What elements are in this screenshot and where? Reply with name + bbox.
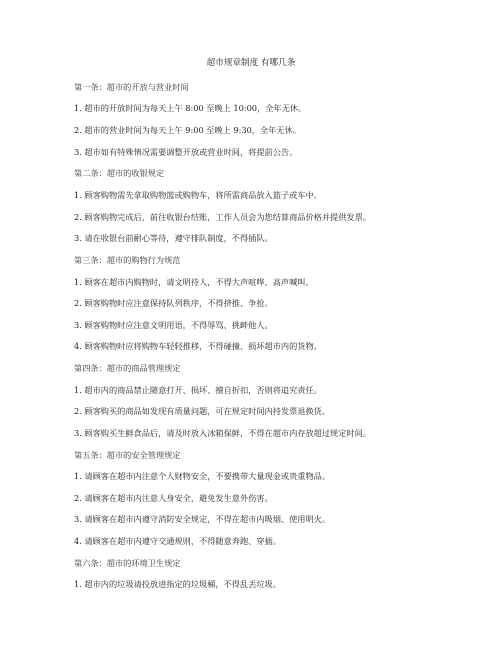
list-item: 4. 顾客购物时应将购物车轻轻推移，不得碰撞、损坏超市内的货物。: [74, 341, 322, 351]
list-item: 2. 顾客购物完成后，前往收银台结账，工作人员会为您结算商品价格并提供发票。: [74, 212, 371, 222]
document-title: 超市规章制度 有哪几条: [206, 58, 296, 68]
list-item: 2. 顾客购买的商品如发现有质量问题，可在规定时间内持发票退换货。: [74, 406, 331, 416]
list-item: 1. 顾客购物需先拿取购物篮或购物车，将所需商品放入篮子或车中。: [74, 190, 322, 200]
section-heading: 第一条：超市的开放与营业时间: [74, 82, 189, 92]
list-item: 3. 超市如有特殊情况需要调整开放或营业时间，将提前公告。: [74, 147, 298, 157]
list-item: 1. 请顾客在超市内注意个人财物安全，不要携带大量现金或贵重物品。: [74, 471, 331, 481]
section-heading: 第五条：超市的安全管理规定: [74, 450, 181, 460]
list-item: 3. 顾客购物时应注意文明用语，不得辱骂、挑衅他人。: [74, 320, 273, 330]
section-heading: 第二条：超市的收银规定: [74, 168, 165, 178]
section-heading: 第六条：超市的环境卫生规定: [74, 558, 181, 568]
list-item: 4. 请顾客在超市内遵守交通规则，不得随意奔跑、穿插。: [74, 536, 281, 546]
list-item: 1. 超市内的商品禁止随意打开、损坏、擅自折扣，否则将追究责任。: [74, 385, 322, 395]
list-item: 3. 顾客购买生鲜食品后，请及时放入冰箱保鲜，不得在超市内存放超过规定时间。: [74, 428, 371, 438]
list-item: 2. 超市的营业时间为每天上午 9:00 至晚上 9:30，全年无休。: [74, 125, 301, 135]
section-heading: 第三条：超市的购物行为规范: [74, 255, 181, 265]
list-item: 2. 请顾客在超市内注意人身安全，避免发生意外伤害。: [74, 493, 273, 503]
list-item: 3. 请顾客在超市内遵守消防安全规定，不得在超市内吸烟、使用明火。: [74, 514, 331, 524]
list-item: 3. 请在收银台前耐心等待，遵守排队制度，不得插队。: [74, 233, 273, 243]
list-item: 2. 顾客购物时应注意保持队列秩序，不得挤推、争抢。: [74, 298, 273, 308]
section-heading: 第四条：超市的商品管理规定: [74, 363, 181, 373]
list-item: 1. 超市内的垃圾请投放进指定的垃圾桶，不得乱丢垃圾。: [74, 579, 281, 589]
list-item: 1. 顾客在超市内购物时，请文明待人，不得大声喧哗、高声喊叫。: [74, 277, 314, 287]
list-item: 1. 超市的开放时间为每天上午 8:00 至晚上 10:00，全年无休。: [74, 103, 307, 113]
